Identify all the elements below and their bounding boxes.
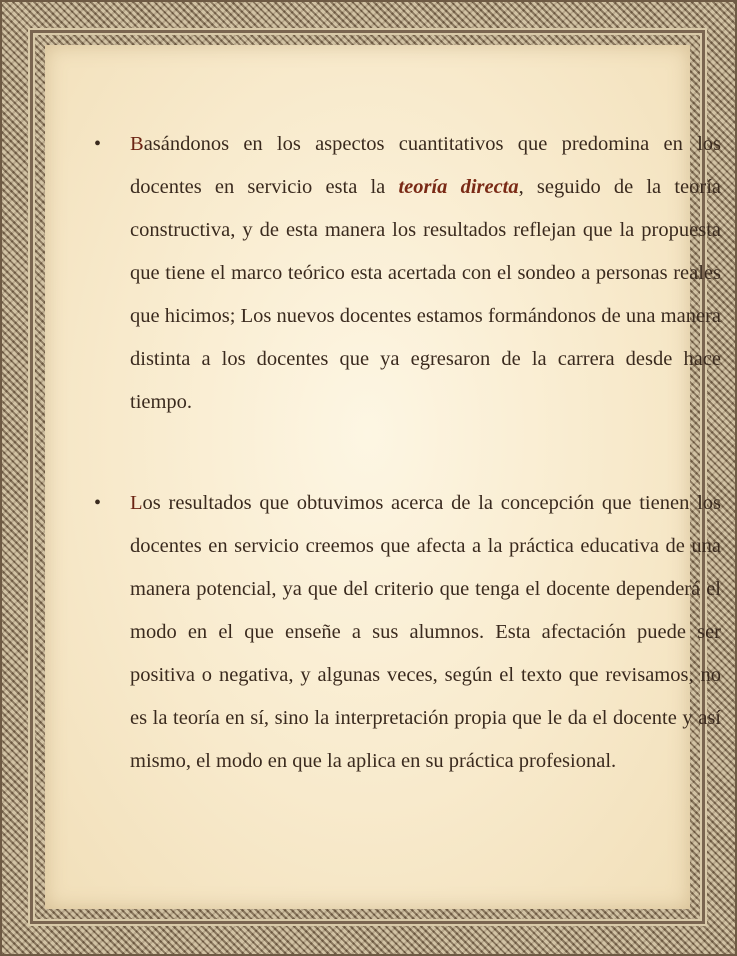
paragraph-2-initial: L: [130, 492, 143, 514]
bullet-icon: •: [94, 133, 102, 155]
bullet-paragraph-1: [94, 123, 721, 424]
document-page: [45, 45, 721, 909]
bullet-icon: •: [94, 492, 102, 514]
paragraph-1-text-after: , seguido de la teoría constructiva, y de esta manera los resultados reflejan que la propuesta que tiene el marco teórico esta acertada con el sondeo a personas reales que hicimos; Los nuevos docentes estamos formándonos de una manera distinta a los docentes que ya egresaron de la carrera desde hace tiempo.: [130, 176, 721, 413]
paragraph-1-initial: B: [130, 133, 144, 155]
paragraph-2-text: os resultados que obtuvimos acerca de la concepción que tienen los docentes en servicio creemos que afecta a la práctica educativa de una manera potencial, ya que del criterio que tenga el docente dependerá el modo en el que enseñe a sus alumnos. Esta afectación puede ser positiva o negativa, y algunas veces, según el texto que revisamos, no es la teoría en sí, sino la interpretación propia que le da el docente y así mismo, el modo en que la aplica en su práctica profesional.: [130, 492, 721, 772]
paragraph-1-text-before: asándonos en los aspectos cuantitativos que predomina en los docentes en servicio esta la: [130, 133, 721, 198]
bullet-paragraph-2: [94, 482, 721, 783]
paragraph-1-emphasis: teoría directa: [398, 176, 519, 198]
